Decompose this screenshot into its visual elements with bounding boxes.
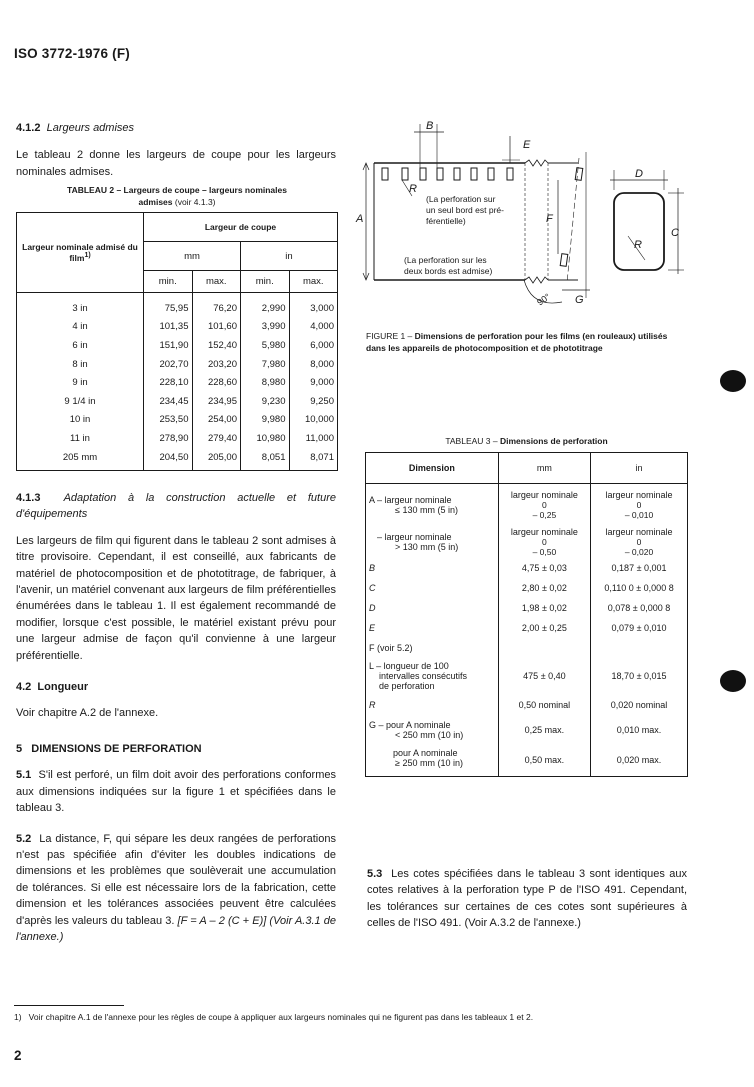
header-min: min. [241,271,290,293]
header-in: in [241,242,338,271]
table-row: – largeur nominale > 130 mm (5 in) largeur nominale 0 – 0,50 largeur nominale 0 – 0,020 [366,521,688,558]
table-row: R 0,50 nominal 0,020 nominal [366,694,688,716]
table-row [17,373,338,392]
table-row [17,355,338,374]
table-row: G – pour A nominale < 250 mm (10 in) 0,25 max. 0,010 max. [366,716,688,744]
section-title: Longueur [37,681,89,693]
dim-label-E: E [523,139,531,151]
section-5-3 [367,866,687,932]
table-cell: 254,00 [192,411,241,430]
table-cell: 234,95 [192,392,241,411]
dim-label-R2: R [634,239,642,251]
table-cell: 234,45 [144,392,193,411]
section-number: 4.1.2 [16,122,41,134]
table-row [17,429,338,448]
table3-caption [365,435,688,447]
table-cell: 9,980 [241,411,290,430]
table-row: F (voir 5.2) [366,638,688,658]
header-max: max. [192,271,241,293]
page-number: 2 [14,1048,22,1063]
table-row [17,318,338,337]
section-number: 5 [16,743,23,755]
dim-label-R: R [409,183,417,195]
table2-caption [16,184,338,208]
table-cell: 4,000 [289,318,338,337]
row-label: 9 in [17,373,144,392]
table-cell: 7,980 [241,355,290,374]
angle-label: 90° [535,291,553,308]
dim-label-G: G [575,294,584,306]
table-row: pour A nominale ≥ 250 mm (10 in) 0,50 max. 0,020 max. [366,744,688,777]
dim-label-A: A [356,213,364,225]
paragraph: Voir chapitre A.2 de l'annexe. [16,707,159,720]
formula: [F = A – 2 (C + E)] (Voir A.3.1 de l'annexe.) [16,914,337,944]
section-title: Adaptation à la construction actuelle et future d'équipements [16,492,336,521]
table-cell: 3,000 [289,293,338,318]
section-number: 5.1 [16,769,32,782]
table3-caption-bold: Dimensions de perforation [499,436,608,446]
dim-label-C: C [671,227,679,239]
footnote-rule [14,1005,124,1006]
row-label: 10 in [17,411,144,430]
table-cell: 101,60 [192,318,241,337]
table-cell: 8,980 [241,373,290,392]
table-cell: 9,250 [289,392,338,411]
section-title: Largeurs admises [46,122,135,134]
svg-text:férentielle): férentielle) [426,216,466,226]
section-title: DIMENSIONS DE PERFORATION [31,743,202,755]
table-cell: 9,230 [241,392,290,411]
header-nominal: Largeur nominale admisé du film$^{1)}$ [17,213,144,293]
table2-caption-line1: TABLEAU 2 – Largeurs de coupe – largeurs nominales [67,185,287,195]
table-row [17,392,338,411]
row-label: 9 1/4 in [17,392,144,411]
row-label: 11 in [17,429,144,448]
note-single: (La perforation sur [426,194,496,204]
svg-text:un seul bord est pré-: un seul bord est pré- [426,205,504,215]
table-cell: 204,50 [144,448,193,471]
table-cell: 8,051 [241,448,290,471]
table-row: C 2,80 ± 0,02 0,110 0 ± 0,000 8 [366,578,688,598]
table-cell: 278,90 [144,429,193,448]
header-in: in [591,453,688,484]
dim-label-F: F [546,213,553,225]
table-cell: 9,000 [289,373,338,392]
punch-hole [720,370,746,392]
dim-label-D: D [635,168,643,180]
table-cell: 11,000 [289,429,338,448]
header-dimension: Dimension [366,453,499,484]
row-label: 6 in [17,336,144,355]
document-header: ISO 3772-1976 (F) [14,46,130,61]
table2-caption-ref: (voir 4.1.3) [172,197,216,207]
table-cell: 203,20 [192,355,241,374]
header-max: max. [289,271,338,293]
section-4-1-3 [16,490,336,664]
row-label: 8 in [17,355,144,374]
table-cell: 202,70 [144,355,193,374]
header-mm: mm [498,453,590,484]
footnote [14,1012,533,1022]
table-row: E 2,00 ± 0,25 0,079 ± 0,010 [366,618,688,638]
table-cell: 10,000 [289,411,338,430]
table-cell: 2,990 [241,293,290,318]
footnote-mark: 1) [14,1012,22,1022]
table2-caption-bold: admises [138,197,173,207]
table-cell: 10,980 [241,429,290,448]
figure-1-caption [366,330,686,354]
table-cell: 253,50 [144,411,193,430]
header-mm: mm [144,242,241,271]
paragraph: Les largeurs de film qui figurent dans le tableau 2 sont admises à titre provisoire. Cependant, il est conseillé, aux fabricants de matériel de photocomposition et de phototitrage, de fabriquer, à l'avenir, un matériel convenant aux largeurs de film préférentielles énumérées dans le tableau 1. Il est également recommandé de modifier, lorsque c'est possible, le matériel existant prévu pour une largeur admise de façon qu'il convienne à une largeur préférentielle. [16,534,336,662]
figure-caption-prefix: FIGURE 1 – [366,331,415,341]
table-cell: 228,60 [192,373,241,392]
table-cell: 152,40 [192,336,241,355]
section-number: 4.2 [16,681,32,693]
table-row [17,336,338,355]
table-row: B 4,75 ± 0,03 0,187 ± 0,001 [366,558,688,578]
table-cell: 8,071 [289,448,338,471]
table2-body [17,293,338,471]
paragraph: Les cotes spécifiées dans le tableau 3 sont identiques aux cotes relatives à la perforation type P de l'ISO 491. Cependant, les tolérances sur certaines de ces cotes sont supérieures à celles de l'ISO 491. (Voir A.3.2 de l'annexe.) [367,868,687,930]
table-cell: 76,20 [192,293,241,318]
table-3 [365,452,688,777]
header-min: min. [144,271,193,293]
note-double: (La perforation sur les [404,255,487,265]
table-cell: 279,40 [192,429,241,448]
table-row: D 1,98 ± 0,02 0,078 ± 0,000 8 [366,598,688,618]
section-number: 5.3 [367,868,383,880]
dim-label-B: B [426,120,434,132]
section-4-2 [16,679,336,722]
punch-hole [720,670,746,692]
figure-1 [356,118,692,318]
row-label: 4 in [17,318,144,337]
section-number: 5.2 [16,832,32,845]
row-label: 3 in [17,293,144,318]
table-row: A – largeur nominale ≤ 130 mm (5 in) largeur nominale 0 – 0,25 largeur nominale 0 – 0,010 [366,484,688,522]
section-4-1-2 [16,120,336,180]
row-label: 205 mm [17,448,144,471]
figure-caption-text: Dimensions de perforation pour les films (en rouleaux) utilisés dans les appareils de photocomposition et de phototitrage [366,331,668,353]
table-cell: 151,90 [144,336,193,355]
section-5 [16,741,336,945]
table-row [17,448,338,471]
paragraph: La distance, F, qui sépare les deux rangées de perforations n'est pas spécifiée afin d'éviter les doubles indications de dimensions et les problèmes que soulèverait une accumulation de tolérances. Si elle est nécessaire lors de la fabrication, cette dimension et les tolérances associées peuvent être calculées d'après les valeurs du tableau 3. [16,832,336,927]
table-cell: 8,000 [289,355,338,374]
paragraph: S'il est perforé, un film doit avoir des perforations conformes aux dimensions indiquées sur la figure 1 et spécifiées dans le tableau 3. [16,769,336,815]
table-row: L – longueur de 100 intervalles consécutifs de perforation 475 ± 0,40 18,70 ± 0,015 [366,658,688,694]
table-row [17,293,338,318]
table-cell: 3,990 [241,318,290,337]
table-cell: 101,35 [144,318,193,337]
table-cell: 228,10 [144,373,193,392]
footnote-text: Voir chapitre A.1 de l'annexe pour les règles de coupe à appliquer aux largeurs nominales qui ne figurent pas dans les tableaux 1 et 2. [28,1012,534,1022]
table-cell: 5,980 [241,336,290,355]
table-cell: 6,000 [289,336,338,355]
paragraph: Le tableau 2 donne les largeurs de coupe pour les largeurs nominales admises. [16,149,336,178]
table-cell: 205,00 [192,448,241,471]
table3-caption-prefix: TABLEAU 3 – [445,436,500,446]
section-number: 4.1.3 [16,492,41,504]
svg-text:deux bords est admise): deux bords est admise) [404,266,493,276]
table-row [17,411,338,430]
header-coupe: Largeur de coupe [144,213,338,242]
table-2 [16,212,338,471]
table-cell: 75,95 [144,293,193,318]
